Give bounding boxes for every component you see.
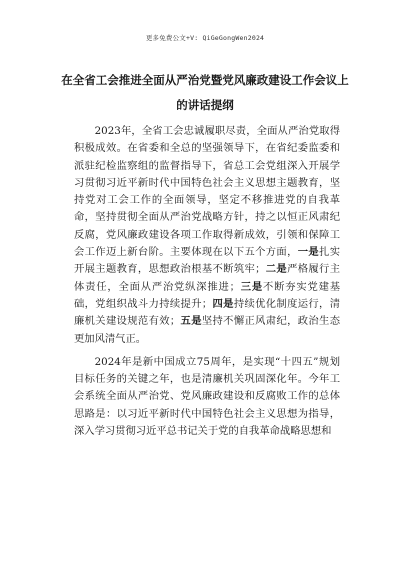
point-1-marker: 一是 xyxy=(297,246,320,259)
page-header: 更多免费公文+V: QiGeGongWen2024 xyxy=(145,34,265,42)
point-3-text: 不断夯实党建基础，党组织战斗力持续提升； xyxy=(74,280,341,310)
paragraph-1-intro: 2023年，全省工会忠诚履职尽责，全面从严治党取得积极成效。在省委和全总的坚强领导下，在省纪委监委和派驻纪检监察组的监督指导下，省总工会党组深入开展学习贯彻习近平新时代中国特色社会主义思想主题教育，坚持党对工会工作的全面领导，坚定不移推进党的自我革命，坚持贯彻全面从严治党战略方针，持之以恒正风肃纪反腐，党风廉政建设各项工作取得新成效，引领和保障工会工作迈上新台阶。主要体现在以下五个方面， xyxy=(74,125,340,259)
point-5-marker: 五是 xyxy=(180,315,202,328)
point-2-text: 严格履行主体责任，全面从严治党纵深推进； xyxy=(74,263,341,293)
title-line-2: 的讲话提纲 xyxy=(176,98,234,112)
point-2-marker: 二是 xyxy=(265,263,288,276)
point-5-text: 坚持不懈正风肃纪，政治生态更加风清气正。 xyxy=(74,315,341,345)
document-body xyxy=(74,123,340,446)
document-title xyxy=(52,68,358,118)
point-1-text: 扎实开展主题教育，思想政治根基不断筑牢； xyxy=(74,246,341,276)
title-line-1: 在全省工会推进全面从严治党暨党风廉政建设工作会议上 xyxy=(61,73,349,87)
paragraph-1 xyxy=(74,123,340,348)
point-3-marker: 三是 xyxy=(239,280,264,293)
point-4-marker: 四是 xyxy=(212,297,234,310)
paragraph-2: 2024年是新中国成立75周年，是实现“十四五”规划目标任务的关键之年，也是清廉机关巩固深化年。今年工会系统全面从严治党、党风廉政建设和反腐败工作的总体思路是：以习近平新时代中国特色社会主义思想为指导，深入学习贯彻习近平总书记关于党的自我革命战略思想和 xyxy=(74,355,340,438)
point-4-text: 持续优化制度运行，清廉机关建设规范有效； xyxy=(74,297,341,328)
